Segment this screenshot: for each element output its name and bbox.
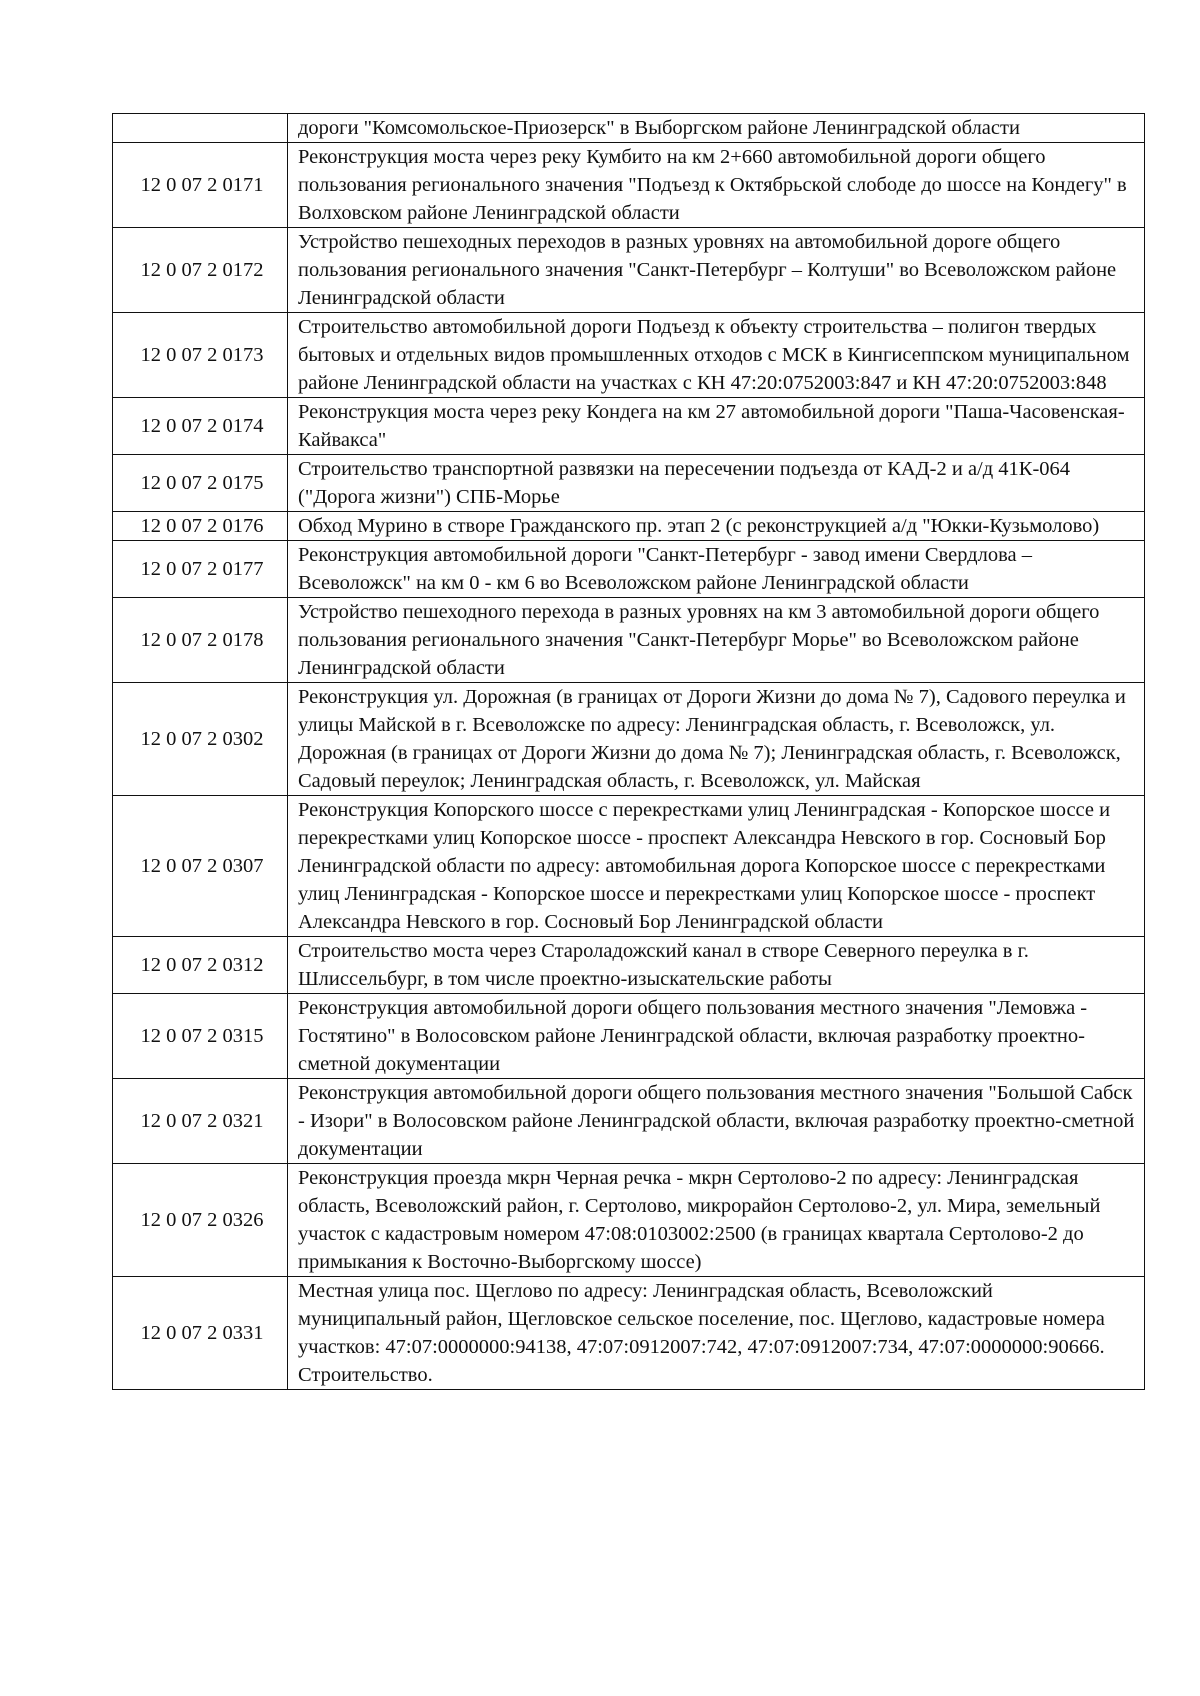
- table-row: [113, 398, 1145, 455]
- row-code: 12 0 07 2 0315: [113, 994, 288, 1079]
- row-code: 12 0 07 2 0331: [113, 1277, 288, 1390]
- row-code: 12 0 07 2 0175: [113, 455, 288, 512]
- row-code: 12 0 07 2 0326: [113, 1164, 288, 1277]
- table-row: [113, 541, 1145, 598]
- table-row: [113, 1277, 1145, 1390]
- row-description: Реконструкция ул. Дорожная (в границах от Дороги Жизни до дома № 7), Садового переулка и улицы Майской в г. Всеволожске по адресу: Ленинградская область, г. Всеволожск, ул. Дорожная (в границах от Дороги Жизни до дома № 7); Ленинградская область, г. Всеволожск, Садовый переулок; Ленинградская область, г. Всеволожск, ул. Майская: [288, 683, 1145, 796]
- row-description: Строительство транспортной развязки на пересечении подъезда от КАД-2 и а/д 41К-064 ("Дорога жизни") СПБ-Морье: [288, 455, 1145, 512]
- row-code: 12 0 07 2 0173: [113, 313, 288, 398]
- row-description: Реконструкция Копорского шоссе с перекрестками улиц Ленинградская - Копорское шоссе и перекрестками улиц Копорское шоссе - проспект Александра Невского в гор. Сосновый Бор Ленинградской области по адресу: автомобильная дорога Копорское шоссе с перекрестками улиц Ленинградская - Копорское шоссе и перекрестками улиц Копорское шоссе - проспект Александра Невского в гор. Сосновый Бор Ленинградской области: [288, 796, 1145, 937]
- row-description: Реконструкция моста через реку Кондега на км 27 автомобильной дороги "Паша-Часовенская-Кайвакса": [288, 398, 1145, 455]
- document-page: [112, 113, 1144, 1390]
- table-row: [113, 1079, 1145, 1164]
- budget-codes-table: [112, 113, 1145, 1390]
- table-row: [113, 143, 1145, 228]
- row-description: дороги "Комсомольское-Приозерск" в Выборгском районе Ленинградской области: [288, 114, 1145, 143]
- row-code: 12 0 07 2 0307: [113, 796, 288, 937]
- row-description: Местная улица пос. Щеглово по адресу: Ленинградская область, Всеволожский муниципальный район, Щегловское сельское поселение, пос. Щеглово, кадастровые номера участков: 47:07:0000000:94138, 47:07:0912007:742, 47:07:0912007:734, 47:07:0000000:90666. Строительство.: [288, 1277, 1145, 1390]
- table-row: [113, 796, 1145, 937]
- table-row: [113, 1164, 1145, 1277]
- table-row: [113, 313, 1145, 398]
- row-code: 12 0 07 2 0302: [113, 683, 288, 796]
- row-code: 12 0 07 2 0172: [113, 228, 288, 313]
- row-description: Обход Мурино в створе Гражданского пр. этап 2 (с реконструкцией а/д "Юкки-Кузьмолово): [288, 512, 1145, 541]
- table-row: [113, 598, 1145, 683]
- row-description: Реконструкция моста через реку Кумбито на км 2+660 автомобильной дороги общего пользования регионального значения "Подъезд к Октябрьской слободе до шоссе на Кондегу" в Волховском районе Ленинградской области: [288, 143, 1145, 228]
- row-description: Строительство моста через Староладожский канал в створе Северного переулка в г. Шлиссельбург, в том числе проектно-изыскательские работы: [288, 937, 1145, 994]
- row-description: Реконструкция автомобильной дороги общего пользования местного значения "Лемовжа - Гостятино" в Волосовском районе Ленинградской области, включая разработку проектно-сметной документации: [288, 994, 1145, 1079]
- table-row: [113, 994, 1145, 1079]
- row-code: 12 0 07 2 0177: [113, 541, 288, 598]
- row-description: Устройство пешеходных переходов в разных уровнях на автомобильной дороге общего пользования регионального значения "Санкт-Петербург – Колтуши" во Всеволожском районе Ленинградской области: [288, 228, 1145, 313]
- row-code: 12 0 07 2 0171: [113, 143, 288, 228]
- table-row: [113, 683, 1145, 796]
- row-code: 12 0 07 2 0174: [113, 398, 288, 455]
- table-row: [113, 512, 1145, 541]
- table-row: [113, 937, 1145, 994]
- row-description: Реконструкция автомобильной дороги общего пользования местного значения "Большой Сабск - Изори" в Волосовском районе Ленинградской области, включая разработку проектно-сметной документации: [288, 1079, 1145, 1164]
- row-description: Строительство автомобильной дороги Подъезд к объекту строительства – полигон твердых бытовых и отдельных видов промышленных отходов с МСК в Кингисеппском муниципальном районе Ленинградской области на участках с КН 47:20:0752003:847 и КН 47:20:0752003:848: [288, 313, 1145, 398]
- row-code: 12 0 07 2 0178: [113, 598, 288, 683]
- table-row: [113, 455, 1145, 512]
- row-code: 12 0 07 2 0176: [113, 512, 288, 541]
- table-row: [113, 114, 1145, 143]
- row-description: Реконструкция проезда мкрн Черная речка - мкрн Сертолово-2 по адресу: Ленинградская область, Всеволожский район, г. Сертолово, микрорайон Сертолово-2, ул. Мира, земельный участок с кадастровым номером 47:08:0103002:2500 (в границах квартала Сертолово-2 до примыкания к Восточно-Выборгскому шоссе): [288, 1164, 1145, 1277]
- row-code: 12 0 07 2 0312: [113, 937, 288, 994]
- row-code: [113, 114, 288, 143]
- row-description: Устройство пешеходного перехода в разных уровнях на км 3 автомобильной дороги общего пользования регионального значения "Санкт-Петербург Морье" во Всеволожском районе Ленинградской области: [288, 598, 1145, 683]
- table-row: [113, 228, 1145, 313]
- row-description: Реконструкция автомобильной дороги "Санкт-Петербург - завод имени Свердлова – Всеволожск" на км 0 - км 6 во Всеволожском районе Ленинградской области: [288, 541, 1145, 598]
- row-code: 12 0 07 2 0321: [113, 1079, 288, 1164]
